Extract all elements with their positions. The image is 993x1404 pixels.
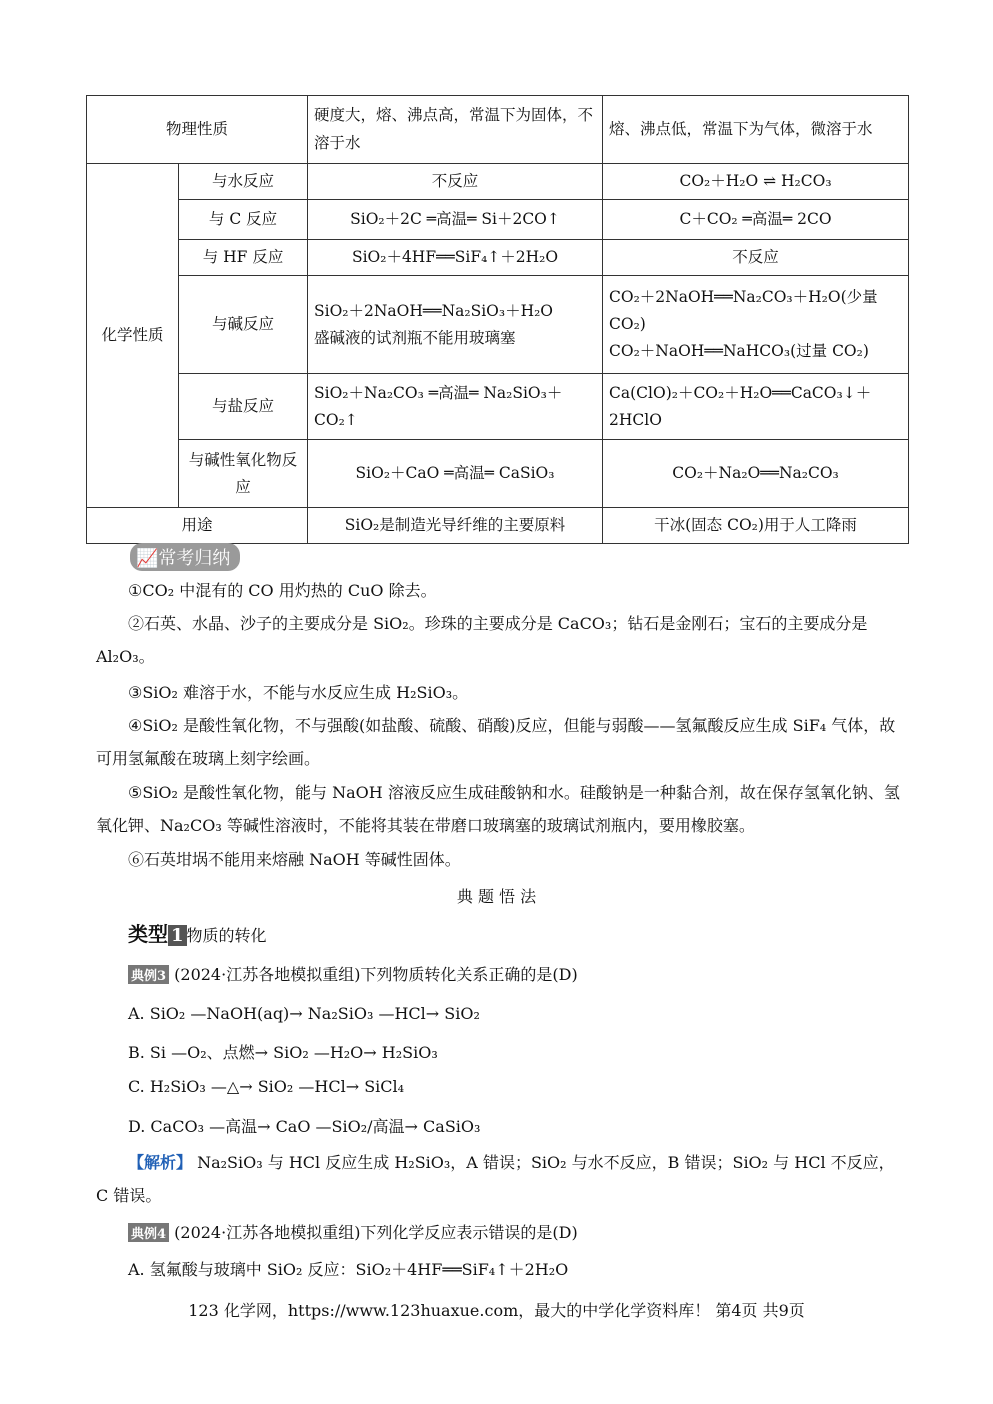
cell-co2: Ca(ClO)₂＋CO₂＋H₂O══CaCO₃↓＋2HClO <box>603 374 909 440</box>
table-row <box>87 164 909 200</box>
section-heading: 典 题 悟 法 <box>456 887 537 906</box>
physical-sio2: 硬度大，熔、沸点高，常温下为固体，不溶于水 <box>308 96 603 164</box>
summary-header <box>130 543 240 571</box>
table-row <box>87 200 909 240</box>
row-label: 与碱性氧化物反应 <box>179 440 308 508</box>
option-b: B. Si —O₂、点燃→ SiO₂ —H₂O→ H₂SiO₃ <box>128 1043 438 1062</box>
cell-sio2: 不反应 <box>308 164 603 200</box>
row-label: 与 C 反应 <box>179 200 308 240</box>
option-a: A. 氢氟酸与玻璃中 SiO₂ 反应：SiO₂＋4HF══SiF₄↑＋2H₂O <box>128 1260 569 1279</box>
type-heading: 类型 1 物质的转化 <box>128 922 267 946</box>
table-row <box>87 440 909 508</box>
summary-item: ①CO₂ 中混有的 CO 用灼热的 CuO 除去。 <box>128 581 437 600</box>
row-label: 与 HF 反应 <box>179 240 308 276</box>
physical-label: 物理性质 <box>87 96 308 164</box>
summary-item: ②石英、水晶、沙子的主要成分是 SiO₂。珍珠的主要成分是 CaCO₃；钻石是金刚石；宝石的主要成分是 Al₂O₃。 <box>96 614 868 666</box>
example-label: 典例3 <box>128 965 169 984</box>
row-label: 与碱反应 <box>179 276 308 374</box>
option-d: D. CaCO₃ —高温→ CaO —SiO₂/高温→ CaSiO₃ <box>128 1117 481 1136</box>
cell-co2: C＋CO₂ ═高温═ 2CO <box>603 200 909 240</box>
cell-sio2: SiO₂＋4HF══SiF₄↑＋2H₂O <box>308 240 603 276</box>
row-label: 与水反应 <box>179 164 308 200</box>
page-footer: 123 化学网，https://www.123huaxue.com，最大的中学化学资料库！ 第4页 共9页 <box>188 1301 805 1320</box>
table-row <box>87 96 909 164</box>
row-label: 与盐反应 <box>179 374 308 440</box>
summary-item: ④SiO₂ 是酸性氧化物，不与强酸(如盐酸、硫酸、硝酸)反应，但能与弱酸——氢氟酸反应生成 SiF₄ 气体，故可用氢氟酸在玻璃上刻字绘画。 <box>96 716 896 768</box>
summary-badge: 📈常考归纳 <box>130 543 240 571</box>
use-sio2: SiO₂是制造光导纤维的主要原料 <box>308 508 603 544</box>
example-3-stem: 典例3 (2024·江苏各地模拟重组)下列物质转化关系正确的是(D) <box>128 962 578 985</box>
chemical-label: 化学性质 <box>87 164 179 508</box>
summary-item: ⑥石英坩埚不能用来熔融 NaOH 等碱性固体。 <box>128 850 461 869</box>
cell-co2: CO₂＋H₂O ⇌ H₂CO₃ <box>603 164 909 200</box>
summary-item: ③SiO₂ 难溶于水，不能与水反应生成 H₂SiO₃。 <box>128 683 469 702</box>
cell-sio2: SiO₂＋Na₂CO₃ ═高温═ Na₂SiO₃＋CO₂↑ <box>308 374 603 440</box>
table-row <box>87 240 909 276</box>
cell-sio2: SiO₂＋2NaOH══Na₂SiO₃＋H₂O 盛碱液的试剂瓶不能用玻璃塞 <box>308 276 603 374</box>
trend-icon: 📈 <box>136 548 159 569</box>
cell-sio2: SiO₂＋2C ═高温═ Si＋2CO↑ <box>308 200 603 240</box>
physical-co2: 熔、沸点低，常温下为气体，微溶于水 <box>603 96 909 164</box>
analysis: 【解析】 Na₂SiO₃ 与 HCl 反应生成 H₂SiO₃，A 错误；SiO₂ 与水不反应，B 错误；SiO₂ 与 HCl 不反应，C 错误。 <box>96 1153 895 1205</box>
use-co2: 干冰(固态 CO₂)用于人工降雨 <box>603 508 909 544</box>
cell-co2: CO₂＋2NaOH══Na₂CO₃＋H₂O(少量CO₂) CO₂＋NaOH══NaHCO₃(过量 CO₂) <box>603 276 909 374</box>
cell-co2: CO₂＋Na₂O══Na₂CO₃ <box>603 440 909 508</box>
table-row <box>87 374 909 440</box>
table-row <box>87 508 909 544</box>
cell-sio2: SiO₂＋CaO ═高温═ CaSiO₃ <box>308 440 603 508</box>
table-row <box>87 276 909 374</box>
summary-item: ⑤SiO₂ 是酸性氧化物，能与 NaOH 溶液反应生成硅酸钠和水。硅酸钠是一种黏合剂，故在保存氢氧化钠、氢氧化钾、Na₂CO₃ 等碱性溶液时，不能将其装在带磨口玻璃塞的玻璃试剂瓶内，要用橡胶塞。 <box>96 783 900 835</box>
example-4-stem: 典例4 (2024·江苏各地模拟重组)下列化学反应表示错误的是(D) <box>128 1220 578 1243</box>
option-a: A. SiO₂ —NaOH(aq)→ Na₂SiO₃ —HCl→ SiO₂ <box>128 1004 480 1023</box>
use-label: 用途 <box>87 508 308 544</box>
example-label: 典例4 <box>128 1223 169 1242</box>
properties-table <box>86 95 909 544</box>
option-c: C. H₂SiO₃ —△→ SiO₂ —HCl→ SiCl₄ <box>128 1077 405 1096</box>
cell-co2: 不反应 <box>603 240 909 276</box>
